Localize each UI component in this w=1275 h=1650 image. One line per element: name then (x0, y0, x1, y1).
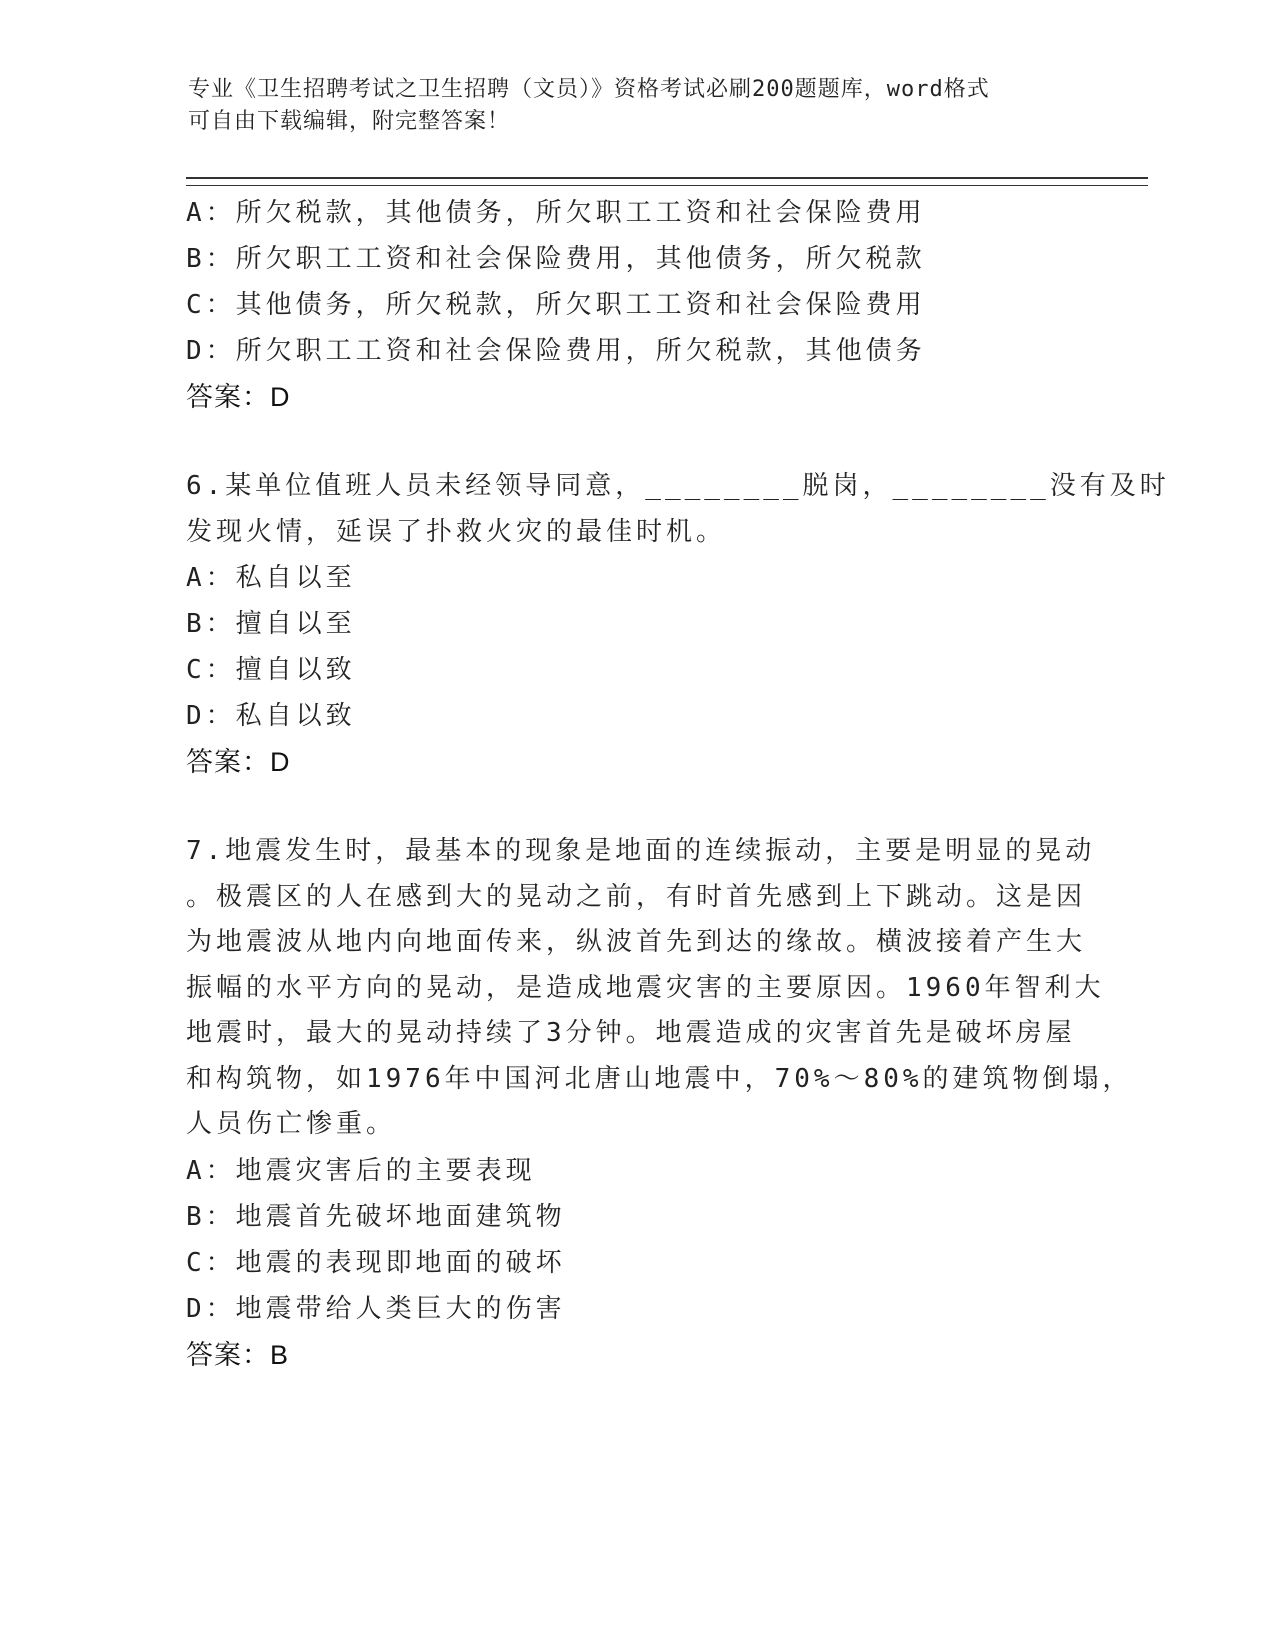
stem-line: 地震时，最大的晃动持续了3分钟。地震造成的灾害首先是破坏房屋 (186, 1018, 1076, 1048)
stem-line: 发现火情，延误了扑救火灾的最佳时机。 (186, 516, 727, 547)
document-header (188, 74, 1068, 138)
stem-line: 和构筑物，如1976年中国河北唐山地震中，70%～80%的建筑物倒塌， (186, 1063, 1133, 1094)
option-c: C：地震的表现即地面的破坏 (186, 1247, 566, 1278)
option-c: C：擅自以致 (186, 655, 356, 685)
header-line-1: 专业《卫生招聘考试之卫生招聘（文员）》资格考试必刷200题题库，word格式 (188, 77, 990, 102)
question-content (186, 190, 1170, 1378)
stem-line: 振幅的水平方向的晃动，是造成地震灾害的主要原因。1960年智利大 (186, 972, 1105, 1003)
question-stem (186, 464, 1170, 555)
stem-line: 6.某单位值班人员未经领导同意，________脱岗，________没有及时 (186, 471, 1170, 501)
spacer (186, 785, 1066, 829)
spacer (186, 420, 1066, 464)
question-5 (186, 190, 1066, 420)
stem-line: 。极震区的人在感到大的晃动之前，有时首先感到上下跳动。这是因 (186, 881, 1087, 912)
answer: 答案：B (186, 1339, 290, 1370)
stem-line: 7.地震发生时，最基本的现象是地面的连续振动，主要是明显的晃动 (186, 836, 1096, 866)
option-b: B：地震首先破坏地面建筑物 (186, 1201, 566, 1232)
option-a: A：所欠税款，其他债务，所欠职工工资和社会保险费用 (186, 198, 926, 228)
option-d: D：私自以致 (186, 701, 356, 731)
answer: 答案：D (186, 382, 291, 412)
header-line-2: 可自由下载编辑，附完整答案！ (188, 109, 511, 134)
question-7 (186, 829, 1133, 1378)
stem-line: 人员伤亡惨重。 (186, 1109, 397, 1139)
option-b: B：擅自以至 (186, 609, 356, 639)
option-c: C：其他债务，所欠税款，所欠职工工资和社会保险费用 (186, 290, 926, 320)
option-d: D：所欠职工工资和社会保险费用，所欠税款，其他债务 (186, 336, 926, 366)
option-a: A：地震灾害后的主要表现 (186, 1155, 536, 1186)
option-b: B：所欠职工工资和社会保险费用，其他债务，所欠税款 (186, 244, 926, 274)
stem-line: 为地震波从地内向地面传来，纵波首先到达的缘故。横波接着产生大 (186, 927, 1087, 957)
header-divider (186, 177, 1148, 186)
question-6 (186, 464, 1170, 785)
option-d: D：地震带给人类巨大的伤害 (186, 1293, 566, 1324)
option-a: A：私自以至 (186, 563, 356, 593)
question-stem (186, 829, 1133, 1148)
answer: 答案：D (186, 747, 291, 777)
